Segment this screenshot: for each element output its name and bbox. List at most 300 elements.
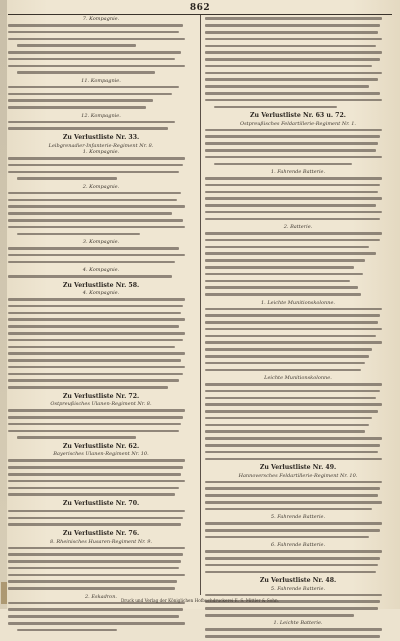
- unit-subheading: Leichte Munitionskolonne.: [264, 374, 332, 381]
- casualty-entry-line: [205, 430, 391, 435]
- casualty-entry-line: [8, 416, 194, 421]
- illegible-text-bar: [17, 436, 136, 439]
- casualty-entry-line: [205, 197, 391, 202]
- illegible-text-bar: [205, 293, 361, 296]
- casualty-entry-line: [8, 226, 194, 231]
- casualty-entry-line: [8, 523, 194, 528]
- illegible-text-bar: [8, 487, 179, 490]
- casualty-entry-line: [8, 44, 194, 49]
- illegible-text-bar: [8, 359, 181, 362]
- unit-subheading: 11. Kompagnie.: [81, 77, 121, 84]
- illegible-text-bar: [205, 184, 380, 187]
- casualty-entry-line: [8, 487, 194, 492]
- illegible-text-bar: [205, 508, 372, 511]
- illegible-text-bar: [205, 246, 369, 249]
- illegible-text-bar: [205, 211, 382, 214]
- casualty-entry-line: [8, 86, 194, 91]
- left-column: [8, 16, 194, 600]
- illegible-text-bar: [205, 38, 382, 41]
- casualty-entry-line: [8, 352, 194, 357]
- illegible-text-bar: [8, 164, 183, 167]
- unit-subheading: 12. Kompagnie.: [81, 112, 121, 119]
- illegible-text-bar: [205, 550, 382, 553]
- unit-subheading: 3. Kompagnie.: [82, 238, 120, 245]
- casualty-entry-line: [205, 397, 391, 402]
- illegible-text-bar: [8, 615, 179, 618]
- illegible-text-bar: [205, 536, 369, 539]
- illegible-text-bar: [17, 177, 117, 180]
- illegible-text-bar: [8, 254, 185, 257]
- casualty-entry-line: [205, 218, 391, 223]
- illegible-text-bar: [8, 409, 185, 412]
- casualty-entry-line: [8, 459, 194, 464]
- casualty-entry-line: [8, 567, 194, 572]
- casualty-entry-line: [205, 99, 391, 104]
- casualty-entry-line: [8, 318, 194, 323]
- illegible-text-bar: [205, 635, 380, 638]
- illegible-text-bar: [205, 628, 382, 631]
- section-heading: Zu Verlustliste Nr. 62.: [62, 443, 140, 451]
- illegible-text-bar: [205, 129, 382, 132]
- casualty-entry-line: [205, 417, 391, 422]
- unit-subheading: 1. Leichte Batterie.: [273, 620, 323, 627]
- casualty-entry-line: [205, 177, 391, 182]
- illegible-text-bar: [205, 529, 380, 532]
- illegible-text-bar: [205, 348, 372, 351]
- illegible-text-bar: [205, 321, 378, 324]
- illegible-text-bar: [8, 346, 175, 349]
- casualty-entry-line: [205, 273, 391, 278]
- illegible-text-bar: [205, 72, 382, 75]
- illegible-text-bar: [205, 177, 382, 180]
- illegible-text-bar: [205, 571, 376, 574]
- casualty-entry-line: [205, 383, 391, 388]
- illegible-text-bar: [205, 197, 382, 200]
- illegible-text-bar: [205, 355, 369, 358]
- illegible-text-bar: [8, 31, 179, 34]
- casualty-entry-line: [205, 536, 391, 541]
- casualty-entry-line: [8, 608, 194, 613]
- illegible-text-bar: [205, 594, 382, 597]
- section-heading: Zu Verlustliste Nr. 33.: [62, 134, 140, 142]
- illegible-text-bar: [205, 557, 380, 560]
- unit-subheading: 4. Kompagnie.: [82, 290, 120, 297]
- casualty-entry-line: [8, 339, 194, 344]
- casualty-entry-line: [205, 410, 391, 415]
- illegible-text-bar: [8, 493, 175, 496]
- illegible-text-bar: [205, 239, 380, 242]
- illegible-text-bar: [205, 362, 365, 365]
- illegible-text-bar: [8, 547, 185, 550]
- scan-edge: [0, 0, 7, 609]
- illegible-text-bar: [8, 332, 185, 335]
- section-heading: Zu Verlustliste Nr. 58.: [62, 281, 140, 289]
- casualty-entry-line: [205, 444, 391, 449]
- illegible-text-bar: [8, 312, 181, 315]
- casualty-entry-line: [8, 553, 194, 558]
- illegible-text-bar: [205, 24, 380, 27]
- casualty-entry-line: [8, 560, 194, 565]
- illegible-text-bar: [205, 458, 382, 461]
- illegible-text-bar: [205, 437, 382, 440]
- illegible-text-bar: [8, 298, 185, 301]
- casualty-entry-line: [8, 171, 194, 176]
- casualty-entry-line: [205, 557, 391, 562]
- illegible-text-bar: [8, 127, 168, 130]
- casualty-entry-line: [205, 481, 391, 486]
- illegible-text-bar: [205, 494, 378, 497]
- casualty-entry-line: [8, 547, 194, 552]
- casualty-entry-line: [8, 346, 194, 351]
- casualty-entry-line: [205, 321, 391, 326]
- illegible-text-bar: [8, 473, 181, 476]
- casualty-entry-line: [8, 298, 194, 303]
- illegible-text-bar: [8, 553, 183, 556]
- illegible-text-bar: [8, 106, 146, 109]
- casualty-entry-line: [205, 106, 391, 111]
- illegible-text-bar: [17, 44, 136, 47]
- illegible-text-bar: [17, 629, 117, 632]
- illegible-text-bar: [8, 587, 175, 590]
- unit-subheading: Ostpreußisches Feldartillerie-Regiment Nr. 1.: [239, 120, 357, 127]
- illegible-text-bar: [8, 339, 183, 342]
- casualty-entry-line: [205, 458, 391, 463]
- unit-subheading: 7. Kompagnie.: [82, 16, 120, 22]
- section-heading: Zu Verlustliste Nr. 49.: [259, 464, 337, 472]
- illegible-text-bar: [205, 252, 376, 255]
- casualty-entry-line: [205, 58, 391, 63]
- casualty-entry-line: [205, 355, 391, 360]
- casualty-entry-line: [205, 211, 391, 216]
- illegible-text-bar: [8, 305, 183, 308]
- illegible-text-bar: [205, 99, 382, 102]
- casualty-entry-line: [205, 17, 391, 22]
- casualty-entry-line: [205, 246, 391, 251]
- casualty-entry-line: [205, 508, 391, 513]
- casualty-entry-line: [8, 480, 194, 485]
- illegible-text-bar: [205, 259, 365, 262]
- illegible-text-bar: [17, 71, 155, 74]
- casualty-entry-line: [8, 58, 194, 63]
- casualty-entry-line: [205, 259, 391, 264]
- illegible-text-bar: [205, 280, 350, 283]
- casualty-entry-line: [205, 522, 391, 527]
- casualty-entry-line: [205, 142, 391, 147]
- illegible-text-bar: [205, 430, 365, 433]
- casualty-entry-line: [205, 45, 391, 50]
- casualty-entry-line: [8, 379, 194, 384]
- illegible-text-bar: [8, 580, 177, 583]
- illegible-text-bar: [8, 352, 185, 355]
- casualty-entry-line: [205, 550, 391, 555]
- illegible-text-bar: [8, 65, 185, 68]
- unit-subheading: 2. Batterie.: [283, 224, 313, 231]
- illegible-text-bar: [205, 266, 354, 269]
- casualty-entry-line: [8, 436, 194, 441]
- section-heading: Zu Verlustliste Nr. 48.: [259, 577, 337, 585]
- illegible-text-bar: [205, 487, 380, 490]
- illegible-text-bar: [8, 275, 172, 278]
- casualty-entry-line: [205, 65, 391, 70]
- illegible-text-bar: [205, 607, 378, 610]
- casualty-entry-line: [205, 135, 391, 140]
- unit-subheading: Ostpreußisches Ulanen-Regiment Nr. 8.: [50, 401, 152, 408]
- casualty-entry-line: [8, 629, 194, 634]
- casualty-entry-line: [205, 308, 391, 313]
- casualty-entry-line: [205, 78, 391, 83]
- casualty-entry-line: [205, 191, 391, 196]
- casualty-entry-line: [8, 106, 194, 111]
- unit-subheading: 1. Leichte Munitionskolonne.: [260, 299, 336, 306]
- casualty-entry-line: [205, 156, 391, 161]
- casualty-entry-line: [8, 212, 194, 217]
- casualty-entry-line: [205, 424, 391, 429]
- casualty-entry-line: [8, 366, 194, 371]
- casualty-entry-line: [8, 423, 194, 428]
- unit-subheading: 6. Fahrende Batterie.: [270, 542, 326, 549]
- unit-subheading: 8. Rheinisches Husaren-Regiment Nr. 9.: [49, 538, 153, 545]
- unit-subheading: 5. Fahrende Batterie.: [270, 514, 326, 521]
- casualty-entry-line: [205, 607, 391, 612]
- unit-subheading: Bayerisches Ulanen-Regiment Nr. 10.: [53, 451, 149, 458]
- casualty-entry-line: [8, 51, 194, 56]
- casualty-entry-line: [205, 293, 391, 298]
- illegible-text-bar: [205, 135, 380, 138]
- illegible-text-bar: [8, 93, 172, 96]
- illegible-text-bar: [8, 379, 179, 382]
- illegible-text-bar: [205, 403, 382, 406]
- casualty-entry-line: [8, 325, 194, 330]
- casualty-entry-line: [205, 51, 391, 56]
- casualty-entry-line: [205, 85, 391, 90]
- illegible-text-bar: [205, 328, 382, 331]
- casualty-entry-line: [205, 341, 391, 346]
- illegible-text-bar: [205, 501, 382, 504]
- illegible-text-bar: [8, 247, 179, 250]
- illegible-text-bar: [8, 567, 179, 570]
- casualty-entry-line: [205, 328, 391, 333]
- casualty-entry-line: [8, 164, 194, 169]
- illegible-text-bar: [17, 233, 140, 236]
- illegible-text-bar: [205, 308, 382, 311]
- illegible-text-bar: [205, 218, 380, 221]
- casualty-entry-line: [8, 65, 194, 70]
- casualty-entry-line: [205, 239, 391, 244]
- casualty-entry-line: [205, 38, 391, 43]
- casualty-entry-line: [8, 38, 194, 43]
- right-column: [205, 16, 391, 627]
- illegible-text-bar: [8, 157, 185, 160]
- illegible-text-bar: [8, 430, 179, 433]
- casualty-entry-line: [205, 129, 391, 134]
- illegible-text-bar: [205, 78, 378, 81]
- casualty-entry-line: [8, 473, 194, 478]
- illegible-text-bar: [8, 373, 183, 376]
- unit-subheading: 2. Kompagnie.: [82, 183, 120, 190]
- casualty-entry-line: [8, 219, 194, 224]
- casualty-entry-line: [8, 199, 194, 204]
- illegible-text-bar: [8, 466, 183, 469]
- casualty-entry-line: [205, 31, 391, 36]
- casualty-entry-line: [8, 275, 194, 280]
- casualty-entry-line: [8, 615, 194, 620]
- illegible-text-bar: [8, 608, 183, 611]
- illegible-text-bar: [205, 341, 382, 344]
- illegible-text-bar: [8, 219, 183, 222]
- illegible-text-bar: [205, 383, 382, 386]
- illegible-text-bar: [205, 564, 378, 567]
- casualty-entry-line: [205, 204, 391, 209]
- casualty-entry-line: [8, 192, 194, 197]
- casualty-entry-line: [8, 466, 194, 471]
- casualty-entry-line: [8, 580, 194, 585]
- illegible-text-bar: [8, 86, 179, 89]
- imprint-footer: Druck und Verlag der Königlichen Hofbuchdruckerei E. S. Mittler & Sohn.: [120, 598, 280, 603]
- illegible-text-bar: [8, 459, 185, 462]
- illegible-text-bar: [8, 480, 185, 483]
- illegible-text-bar: [8, 24, 183, 27]
- casualty-entry-line: [8, 574, 194, 579]
- illegible-text-bar: [214, 163, 352, 166]
- illegible-text-bar: [205, 390, 380, 393]
- illegible-text-bar: [205, 149, 376, 152]
- casualty-entry-line: [205, 571, 391, 576]
- illegible-text-bar: [205, 369, 361, 372]
- casualty-entry-line: [205, 390, 391, 395]
- casualty-entry-line: [8, 177, 194, 182]
- illegible-text-bar: [8, 192, 181, 195]
- casualty-entry-line: [8, 510, 194, 515]
- casualty-entry-line: [8, 587, 194, 592]
- illegible-text-bar: [8, 205, 185, 208]
- casualty-entry-line: [205, 149, 391, 154]
- casualty-entry-line: [8, 254, 194, 259]
- casualty-entry-line: [8, 31, 194, 36]
- casualty-entry-line: [205, 437, 391, 442]
- illegible-text-bar: [205, 314, 380, 317]
- casualty-entry-line: [205, 72, 391, 77]
- illegible-text-bar: [205, 481, 382, 484]
- unit-subheading: 4. Kompagnie.: [82, 266, 120, 273]
- casualty-entry-line: [8, 121, 194, 126]
- illegible-text-bar: [8, 261, 175, 264]
- unit-subheading: Leibgrenadier-Infanterie-Regiment Nr. 8.: [48, 142, 154, 149]
- casualty-entry-line: [205, 628, 391, 633]
- illegible-text-bar: [205, 58, 380, 61]
- casualty-entry-line: [205, 494, 391, 499]
- unit-subheading: 1. Fahrende Batterie.: [270, 168, 326, 175]
- illegible-text-bar: [205, 204, 376, 207]
- illegible-text-bar: [214, 106, 337, 109]
- illegible-text-bar: [8, 523, 181, 526]
- illegible-text-bar: [205, 65, 372, 68]
- illegible-text-bar: [8, 38, 185, 41]
- casualty-entry-line: [205, 501, 391, 506]
- illegible-text-bar: [205, 522, 382, 525]
- casualty-entry-line: [205, 92, 391, 97]
- illegible-text-bar: [205, 85, 369, 88]
- casualty-entry-line: [205, 266, 391, 271]
- casualty-entry-line: [205, 335, 391, 340]
- casualty-entry-line: [8, 332, 194, 337]
- illegible-text-bar: [205, 45, 376, 48]
- illegible-text-bar: [205, 335, 376, 338]
- illegible-text-bar: [205, 31, 378, 34]
- column-divider: [200, 15, 201, 595]
- illegible-text-bar: [8, 517, 183, 520]
- section-heading: Zu Verlustliste Nr. 63 u. 72.: [250, 112, 346, 120]
- casualty-entry-line: [205, 529, 391, 534]
- unit-subheading: 1. Kompagnie.: [82, 149, 120, 156]
- casualty-entry-line: [8, 247, 194, 252]
- illegible-text-bar: [205, 273, 363, 276]
- casualty-entry-line: [205, 24, 391, 29]
- illegible-text-bar: [205, 417, 372, 420]
- illegible-text-bar: [8, 199, 177, 202]
- illegible-text-bar: [205, 451, 378, 454]
- casualty-entry-line: [205, 184, 391, 189]
- casualty-entry-line: [205, 403, 391, 408]
- casualty-entry-line: [8, 205, 194, 210]
- casualty-entry-line: [8, 622, 194, 627]
- illegible-text-bar: [8, 416, 183, 419]
- illegible-text-bar: [8, 560, 181, 563]
- casualty-entry-line: [8, 359, 194, 364]
- section-heading: Zu Verlustliste Nr. 76.: [62, 530, 140, 538]
- unit-subheading: 2. Eskadron.: [85, 593, 117, 600]
- page-number: 862: [189, 3, 211, 13]
- casualty-entry-line: [8, 517, 194, 522]
- section-heading: Zu Verlustliste Nr. 72.: [62, 393, 140, 401]
- casualty-entry-line: [205, 614, 391, 619]
- illegible-text-bar: [8, 318, 185, 321]
- casualty-entry-line: [205, 487, 391, 492]
- illegible-text-bar: [205, 286, 358, 289]
- illegible-text-bar: [8, 121, 175, 124]
- illegible-text-bar: [8, 325, 179, 328]
- illegible-text-bar: [205, 614, 354, 617]
- illegible-text-bar: [205, 156, 382, 159]
- illegible-text-bar: [8, 51, 181, 54]
- casualty-entry-line: [8, 233, 194, 238]
- casualty-entry-line: [205, 252, 391, 257]
- illegible-text-bar: [205, 92, 380, 95]
- illegible-text-bar: [205, 191, 378, 194]
- illegible-text-bar: [205, 397, 376, 400]
- casualty-entry-line: [205, 635, 391, 640]
- casualty-entry-line: [8, 24, 194, 29]
- casualty-entry-line: [8, 409, 194, 414]
- casualty-entry-line: [205, 369, 391, 374]
- illegible-text-bar: [205, 424, 369, 427]
- casualty-entry-line: [8, 430, 194, 435]
- illegible-text-bar: [8, 510, 185, 513]
- casualty-entry-line: [8, 312, 194, 317]
- illegible-text-bar: [205, 410, 378, 413]
- illegible-text-bar: [8, 212, 172, 215]
- casualty-entry-line: [8, 157, 194, 162]
- casualty-entry-line: [205, 232, 391, 237]
- casualty-entry-line: [8, 261, 194, 266]
- illegible-text-bar: [205, 444, 380, 447]
- illegible-text-bar: [205, 142, 378, 145]
- casualty-entry-line: [8, 71, 194, 76]
- illegible-text-bar: [8, 171, 179, 174]
- illegible-text-bar: [8, 99, 153, 102]
- illegible-text-bar: [8, 423, 181, 426]
- casualty-entry-line: [8, 127, 194, 132]
- illegible-text-bar: [8, 574, 185, 577]
